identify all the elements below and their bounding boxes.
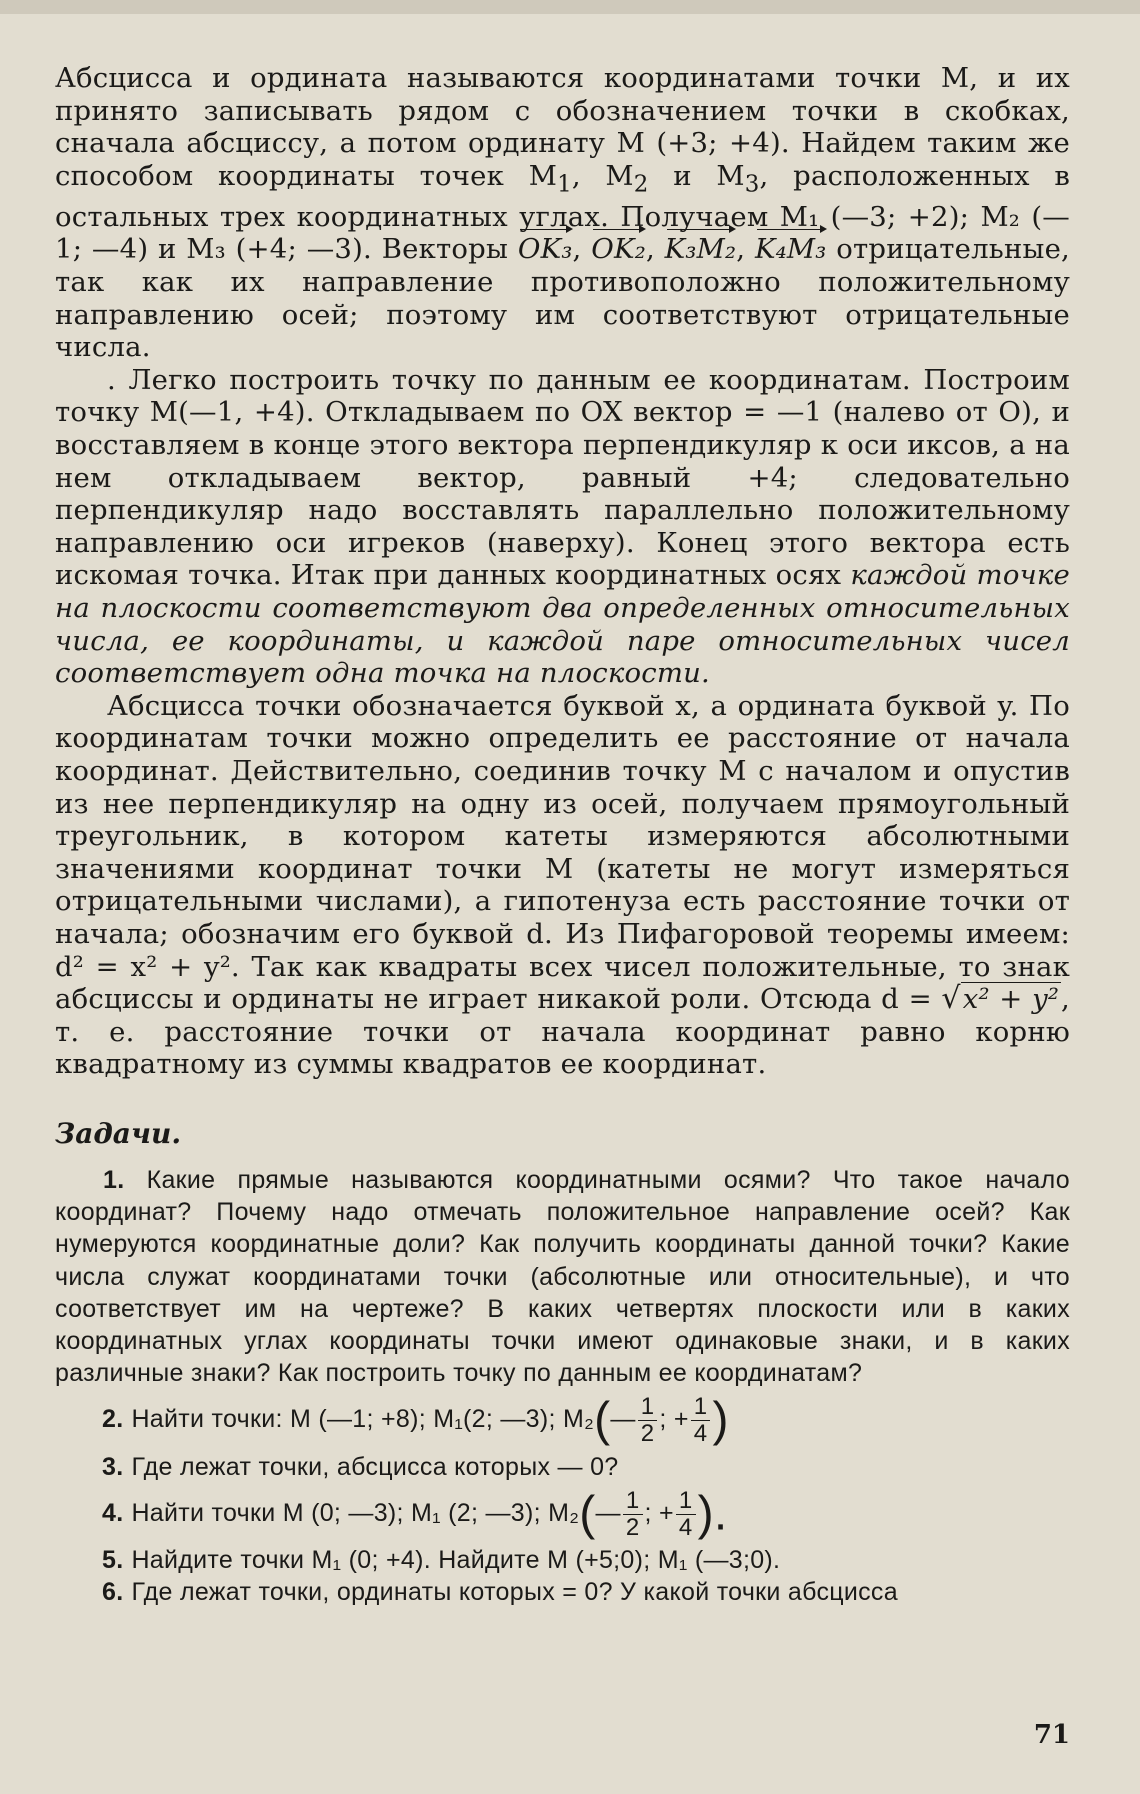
task-number: 1. <box>103 1165 125 1194</box>
p1-text-d: , расположенных в остальных трех координатных углах. Получаем <box>55 159 1071 233</box>
fraction-one-half <box>623 1488 643 1541</box>
task-3 <box>55 1451 1070 1483</box>
numerator: 1 <box>623 1488 643 1515</box>
paragraph-distance <box>55 690 1070 1081</box>
fraction-one-quarter <box>691 1394 711 1447</box>
task-number: 4. <box>102 1498 124 1527</box>
task-4 <box>55 1483 1070 1544</box>
p1-text-b: , М <box>571 159 634 192</box>
fraction-one-half <box>638 1394 658 1447</box>
paren-open: ( <box>579 1487 596 1541</box>
task-text: Где лежат точки, абсцисса которых — 0? <box>131 1452 619 1481</box>
p3-text-a: Абсцисса точки обозначается буквой x, а ордината буквой y. По координатам точки можно определить ее расстояние от начала координат. Действительно, соединив точку М с началом и опустив из нее перпендикуляр на одну из осей, получаем прямоугольный треугольник, в котором катеты измеряются абсолютными значениями координат точки М (катеты не могут измеряться отрицательными числами), а гипотенуза есть расстояние точки от начала; обозначим его буквой d. Из Пифагоровой теоремы имеем: d² = x² + y². Так как квадраты всех чисел положительные, то знак абсциссы и ординаты не играет никакой роли. Отсюда d = <box>55 689 1070 1016</box>
paragraph-construct-point <box>55 364 1070 690</box>
section-heading-tasks: Задачи. <box>55 1116 182 1150</box>
denominator: 4 <box>693 1420 708 1448</box>
task-number: 5. <box>102 1546 124 1575</box>
vector-k3m2: K₃M₂ <box>664 233 737 266</box>
p1-sub-3: 3 <box>744 171 760 198</box>
paren-close: ). <box>697 1487 728 1541</box>
p1-coords: M₁ (—3; +2); M₂ (—1; —4) и M₃ (+4; —3). Векторы <box>55 200 1070 266</box>
minus-sign: — <box>595 1498 621 1527</box>
p1-sub-1: 1 <box>557 171 572 198</box>
p1-sep: , <box>572 233 592 266</box>
vector-ok2: OK₂ <box>591 233 646 266</box>
paragraph-coordinates-definition <box>55 62 1070 364</box>
vector-ok3: OK₃ <box>517 233 573 266</box>
p3-text-b: , т. е. расстояние точки от начала координат равно корню квадратному из суммы квадратов ее координат. <box>55 983 1070 1081</box>
p1-text-a: Абсцисса и ордината называются координатами точки М, и их принято записывать рядом с обозначением точки в скобках, сначала абсциссу, а потом ординату М (+3; +4). Найдем таким же способом координаты точек М <box>55 62 1070 192</box>
vector-k4m3: K₄M₃ <box>754 233 827 266</box>
task-6 <box>55 1576 1070 1608</box>
p1-text-c: и М <box>648 159 745 192</box>
minus-sign: — <box>610 1405 636 1434</box>
denominator: 2 <box>625 1513 640 1541</box>
p1-sub-2: 2 <box>633 171 649 198</box>
denominator: 4 <box>678 1513 693 1541</box>
paren-close: ) <box>712 1393 729 1447</box>
task-1 <box>55 1164 1070 1389</box>
p2-italic-statement: каждой точке на плоскости соответствуют два определенных относительных числа, ее координаты, и каждой паре относительных чисел соответствует одна точка на плоскости. <box>55 559 1070 690</box>
page-top-shadow <box>0 0 1140 14</box>
fraction-one-quarter <box>676 1488 696 1541</box>
paren-open: ( <box>594 1393 611 1447</box>
task-text: Найдите точки М₁ (0; +4). Найдите М (+5;0); М₁ (—3;0). <box>131 1546 781 1575</box>
task-text: Какие прямые называются координатными осями? Что такое начало координат? Почему надо отмечать положительное направление осей? Как нумеруются координатные доли? Как получить координаты данной точки? Какие числа служат координатами точки (абсолютные или относительные), и что соответствует им на чертеже? В каких четвертях плоскости или в каких координатных углах координаты точки имеют одинаковые знаки, и в каких различные знаки? Как построить точку по данным ее координатам? <box>55 1165 1070 1388</box>
numerator: 1 <box>638 1394 658 1421</box>
p2-text: . Легко построить точку по данным ее координатам. Построим точку М(—1, +4). Откладываем по OX вектор = —1 (налево от O), и восставляем в конце этого вектора перпендикуляр к оси иксов, а на нем откладываем вектор, равный +4; следовательно перпендикуляр надо восставлять параллельно положительному направлению оси игреков (наверху). Конец этого вектора есть искомая точка. Итак при данных координатных осях <box>55 363 1070 592</box>
separator: ; + <box>659 1405 689 1434</box>
task-2 <box>55 1389 1070 1450</box>
p1-sep: , <box>645 233 665 266</box>
sqrt-sign: √ <box>941 981 961 1017</box>
numerator: 1 <box>676 1488 696 1515</box>
numerator: 1 <box>691 1394 711 1421</box>
p1-text-e: отрицательные, так как их направление противоположно положительному направлению осей; поэтому им соответствуют отрицательные числа. <box>55 233 1070 364</box>
sqrt-radicand: x² + y² <box>962 983 1060 1016</box>
task-5 <box>55 1544 1070 1576</box>
p1-sep: , <box>736 233 755 266</box>
task-number: 2. <box>102 1405 124 1434</box>
task-text: Найти точки: М (—1; +8); М₁(2; —3); М₂ <box>131 1405 595 1434</box>
task-number: 3. <box>102 1452 124 1481</box>
task-number: 6. <box>102 1578 124 1607</box>
denominator: 2 <box>640 1420 655 1448</box>
page-number: 71 <box>1033 1720 1070 1750</box>
task-text: Найти точки М (0; —3); М₁ (2; —3); М₂ <box>131 1498 580 1527</box>
task-text: Где лежат точки, ординаты которых = 0? У какой точки абсцисса <box>131 1578 898 1607</box>
separator: ; + <box>644 1498 674 1527</box>
